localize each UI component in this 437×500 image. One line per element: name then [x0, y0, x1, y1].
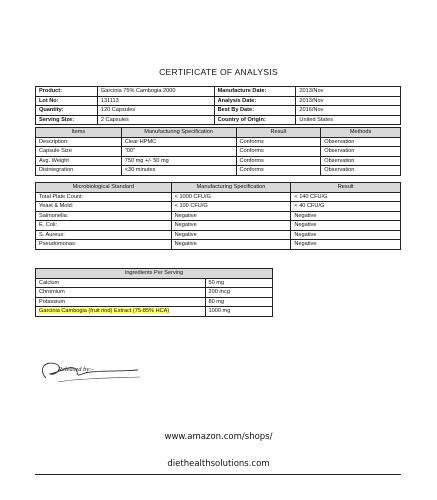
table-cell: Capsule Size: [36, 147, 122, 157]
table-cell: Negative: [171, 221, 291, 231]
column-header: Items: [36, 128, 122, 138]
table-cell: [36, 307, 206, 317]
table-cell: Avg. Weight: [36, 156, 122, 166]
table-cell: < 40 CFU/G: [291, 202, 401, 212]
table-row: [36, 192, 401, 202]
table-cell: 50 mg: [205, 278, 272, 288]
table-cell: Negative: [291, 211, 401, 221]
info-value: 2016/Nov: [296, 106, 401, 116]
specification-table: [35, 127, 401, 176]
table-cell: Negative: [291, 221, 401, 231]
column-header: Result: [291, 183, 401, 193]
table-row: [36, 156, 401, 166]
table-cell: Clear HPMC: [121, 137, 236, 147]
table-cell: Salmonella:: [36, 211, 172, 221]
info-value: 2013/Nov: [296, 87, 401, 97]
product-info-table: [35, 86, 401, 125]
table-header-row: [36, 183, 401, 193]
info-value: Garcinia 75% Cambogia 2000: [97, 87, 214, 97]
ingredients-table: [35, 268, 273, 317]
footer-website-link[interactable]: diethealthsolutions.com: [167, 459, 270, 469]
column-header: Methods: [321, 128, 401, 138]
table-cell: Chromium: [36, 288, 206, 298]
table-row: [36, 230, 401, 240]
table-cell: Negative: [291, 240, 401, 250]
table-row: [36, 288, 273, 298]
footer-amazon-link[interactable]: www.amazon.com/shops/: [164, 432, 273, 442]
table-cell: Disintegration: [36, 166, 122, 176]
table-cell: Negative: [171, 240, 291, 250]
table-cell: Description:: [36, 137, 122, 147]
table-cell: Observation: [321, 137, 401, 147]
table-cell: Calcium: [36, 278, 206, 288]
table-header-row: [36, 269, 273, 279]
table-cell: S. Aureus:: [36, 230, 172, 240]
table-row: [36, 202, 401, 212]
highlighted-ingredient: Garcinia Cambogia (fruit rind) Extract (75-85% HCA): [39, 308, 170, 315]
table-cell: Conforms: [236, 166, 321, 176]
footer-divider: [35, 474, 401, 475]
table-cell: Yeast & Mold:: [36, 202, 172, 212]
info-label: Analysis Date:: [214, 96, 296, 106]
signature-label: Released by:-: [58, 366, 94, 373]
table-row: [36, 211, 401, 221]
table-row: [36, 297, 273, 307]
table-cell: Observation: [321, 156, 401, 166]
table-row: [36, 147, 401, 157]
table-cell: 1000 mg: [205, 307, 272, 317]
info-value: United States: [296, 115, 401, 125]
table-cell: 200 mcg: [205, 288, 272, 298]
info-value: 2013/Nov: [296, 96, 401, 106]
info-value: 2 Capsules: [97, 115, 214, 125]
info-label: Quantity:: [36, 106, 98, 116]
table-cell: Observation: [321, 166, 401, 176]
table-cell: Conforms: [236, 137, 321, 147]
table-cell: Pseudomonas:: [36, 240, 172, 250]
table-row: [36, 115, 401, 125]
info-value: 131113: [97, 96, 214, 106]
info-label: Manufacture Date:: [214, 87, 296, 97]
table-row: [36, 166, 401, 176]
table-cell: < 1000 CFU/G: [171, 192, 291, 202]
table-cell: Observation: [321, 147, 401, 157]
table-cell: Potassium: [36, 297, 206, 307]
table-cell: Total Plate Count:: [36, 192, 172, 202]
table-row: [36, 106, 401, 116]
column-header: Result: [236, 128, 321, 138]
info-label: Best By Date:: [214, 106, 296, 116]
table-row: [36, 307, 273, 317]
table-cell: E. Coli:: [36, 221, 172, 231]
table-row: [36, 221, 401, 231]
microbiological-table: [35, 182, 401, 250]
table-cell: Conforms: [236, 156, 321, 166]
table-cell: Conforms: [236, 147, 321, 157]
table-cell: 750 mg +/- 50 mg: [121, 156, 236, 166]
table-row: [36, 137, 401, 147]
table-cell: < 100 CFU/G: [171, 202, 291, 212]
info-label: Product:: [36, 87, 98, 97]
column-header: Manufacturing Specification: [121, 128, 236, 138]
column-header: Manufacturing Specification: [171, 183, 291, 193]
page-title: CERTIFICATE OF ANALYSIS: [159, 67, 278, 77]
info-label: Country of Origin:: [214, 115, 296, 125]
table-cell: Negative: [171, 211, 291, 221]
table-cell: < 140 CFU/G: [291, 192, 401, 202]
table-row: [36, 87, 401, 97]
column-header: Microbiological Standard: [36, 183, 172, 193]
info-label: Serving Size:: [36, 115, 98, 125]
info-value: 120 Capsules: [97, 106, 214, 116]
table-cell: Negative: [171, 230, 291, 240]
table-cell: "00": [121, 147, 236, 157]
table-header-row: [36, 128, 401, 138]
table-cell: <30 minutes: [121, 166, 236, 176]
table-cell: 80 mg: [205, 297, 272, 307]
info-label: Lot No:: [36, 96, 98, 106]
table-row: [36, 96, 401, 106]
column-header: Ingredients Per Serving: [36, 269, 273, 279]
table-row: [36, 278, 273, 288]
table-cell: Negative: [291, 230, 401, 240]
table-row: [36, 240, 401, 250]
